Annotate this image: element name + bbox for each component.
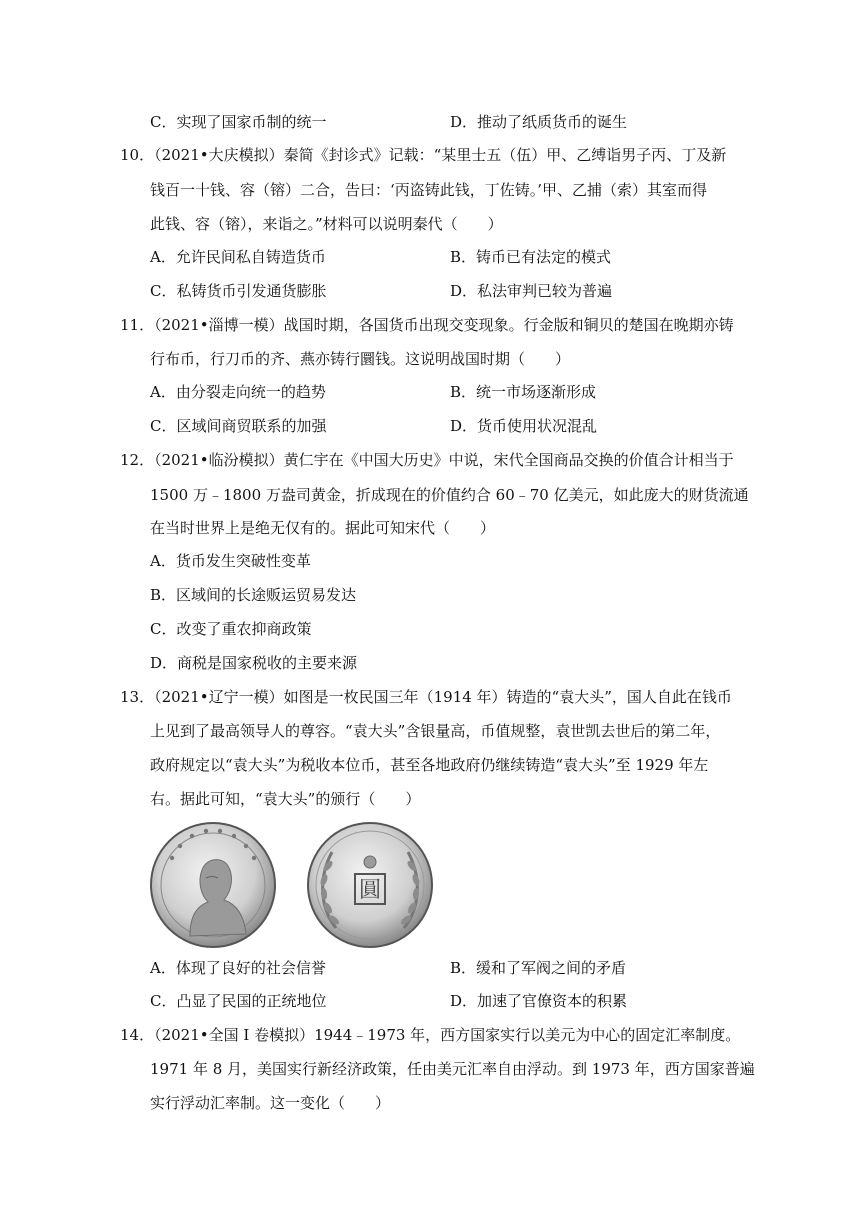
q10-stem-line-2: 钱百一十钱、容（镕）二合，告曰：‘丙盗铸此钱，丁佐铸。’甲、乙捕（索）其室而得 bbox=[150, 181, 708, 199]
option-text: 改变了重农抑商政策 bbox=[176, 620, 312, 638]
option-text: 货币使用状况混乱 bbox=[477, 417, 598, 435]
q11-stem-line-1: 11．（2021•淄博一模）战国时期，各国货币出现交变现象。行金版和铜贝的楚国在晚期亦铸 bbox=[120, 316, 734, 334]
option-text: 区域间的长途贩运贸易发达 bbox=[176, 586, 357, 604]
q12-option-b bbox=[150, 585, 356, 605]
q10-stem-line-1: 10．（2021•大庆模拟）秦简《封诊式》记载：“某里士五（伍）甲、乙缚诣男子丙、丁及新 bbox=[120, 146, 727, 164]
option-letter: D． bbox=[450, 113, 478, 131]
q11-stem-line-2: 行布币，行刀币的齐、燕亦铸行圜钱。这说明战国时期（ ） bbox=[150, 350, 571, 368]
option-text: 铸币已有法定的模式 bbox=[476, 248, 612, 266]
option-text: 私法审判已较为普遍 bbox=[477, 282, 613, 300]
q9-option-d bbox=[450, 112, 627, 132]
option-letter: C． bbox=[150, 417, 177, 435]
q13-stem-line-1: 13．（2021•辽宁一模）如图是一枚民国三年（1914 年）铸造的“袁大头”，国人自此在钱币 bbox=[120, 688, 732, 706]
option-letter: B． bbox=[150, 586, 177, 604]
q11-option-b bbox=[450, 382, 596, 402]
q13-option-a bbox=[150, 958, 326, 978]
coin-back-character: 圓 bbox=[358, 878, 382, 903]
q9-option-c bbox=[150, 112, 327, 132]
option-text: 推动了纸质货币的诞生 bbox=[477, 113, 628, 131]
q10-option-c bbox=[150, 281, 327, 301]
option-letter: B． bbox=[450, 248, 477, 266]
option-text: 缓和了军阀之间的矛盾 bbox=[476, 959, 627, 977]
option-letter: A． bbox=[150, 383, 176, 401]
option-text: 私铸货币引发通货膨胀 bbox=[176, 282, 327, 300]
option-text: 货币发生突破性变革 bbox=[175, 552, 311, 570]
q12-option-a bbox=[150, 551, 311, 571]
q10-option-a bbox=[150, 247, 326, 267]
option-letter: D． bbox=[450, 282, 478, 300]
option-letter: A． bbox=[150, 959, 176, 977]
q13-stem-line-3: 政府规定以“袁大头”为税收本位币，甚至各地政府仍继续铸造“袁大头”至 1929 年左 bbox=[150, 756, 709, 774]
q13-option-c bbox=[150, 991, 327, 1011]
q11-option-c bbox=[150, 416, 327, 436]
q12-stem-line-2: 1500 万﹣1800 万盎司黄金，折成现在的价值约合 60﹣70 亿美元，如此庞大的财货流通 bbox=[150, 486, 749, 504]
option-letter: C． bbox=[150, 282, 177, 300]
yuan-datou-coin-figure bbox=[150, 818, 450, 952]
option-text: 统一市场逐渐形成 bbox=[476, 383, 597, 401]
q13-stem-line-4: 右。据此可知，“袁大头”的颁行（ ） bbox=[150, 790, 421, 808]
option-text: 体现了良好的社会信誉 bbox=[175, 959, 326, 977]
option-letter: A． bbox=[150, 552, 176, 570]
coin-reverse bbox=[308, 823, 432, 947]
option-letter: C． bbox=[150, 992, 177, 1010]
q14-stem-line-2: 1971 年 8 月，美国实行新经济政策，任由美元汇率自由浮动。到 1973 年，西方国家普遍 bbox=[150, 1060, 755, 1078]
option-letter: C． bbox=[150, 620, 177, 638]
option-letter: D． bbox=[450, 992, 478, 1010]
option-text: 允许民间私自铸造货币 bbox=[175, 248, 326, 266]
option-letter: D． bbox=[150, 654, 178, 672]
q14-stem-line-1: 14．（2021•全国 I 卷模拟）1944﹣1973 年，西方国家实行以美元为中心的固定汇率制度。 bbox=[120, 1026, 741, 1044]
q10-stem-line-3: 此钱、容（镕），来诣之。”材料可以说明秦代（ ） bbox=[150, 215, 503, 233]
option-text: 由分裂走向统一的趋势 bbox=[175, 383, 326, 401]
option-text: 实现了国家币制的统一 bbox=[176, 113, 327, 131]
q12-stem-line-1: 12．（2021•临汾模拟）黄仁宇在《中国大历史》中说，宋代全国商品交换的价值合计相当于 bbox=[120, 451, 734, 469]
option-text: 区域间商贸联系的加强 bbox=[176, 417, 327, 435]
q13-option-d bbox=[450, 991, 627, 1011]
option-letter: B． bbox=[450, 959, 477, 977]
option-text: 加速了官僚资本的积累 bbox=[477, 992, 628, 1010]
option-letter: D． bbox=[450, 417, 478, 435]
q14-stem-line-3: 实行浮动汇率制。这一变化（ ） bbox=[150, 1094, 391, 1112]
q12-option-c bbox=[150, 619, 312, 639]
q11-option-a bbox=[150, 382, 326, 402]
q10-option-b bbox=[450, 247, 611, 267]
option-text: 凸显了民国的正统地位 bbox=[176, 992, 327, 1010]
option-text: 商税是国家税收的主要来源 bbox=[177, 654, 358, 672]
q12-option-d bbox=[150, 653, 357, 673]
option-letter: A． bbox=[150, 248, 176, 266]
q11-option-d bbox=[450, 416, 597, 436]
option-letter: B． bbox=[450, 383, 477, 401]
coin-obverse bbox=[151, 823, 275, 947]
q13-stem-line-2: 上见到了最高领导人的尊容。“袁大头”含银量高，币值规整，袁世凯去世后的第二年， bbox=[150, 722, 721, 740]
q10-option-d bbox=[450, 281, 612, 301]
q12-stem-line-3: 在当时世界上是绝无仅有的。据此可知宋代（ ） bbox=[150, 519, 496, 537]
option-letter: C． bbox=[150, 113, 177, 131]
q13-option-b bbox=[450, 958, 626, 978]
